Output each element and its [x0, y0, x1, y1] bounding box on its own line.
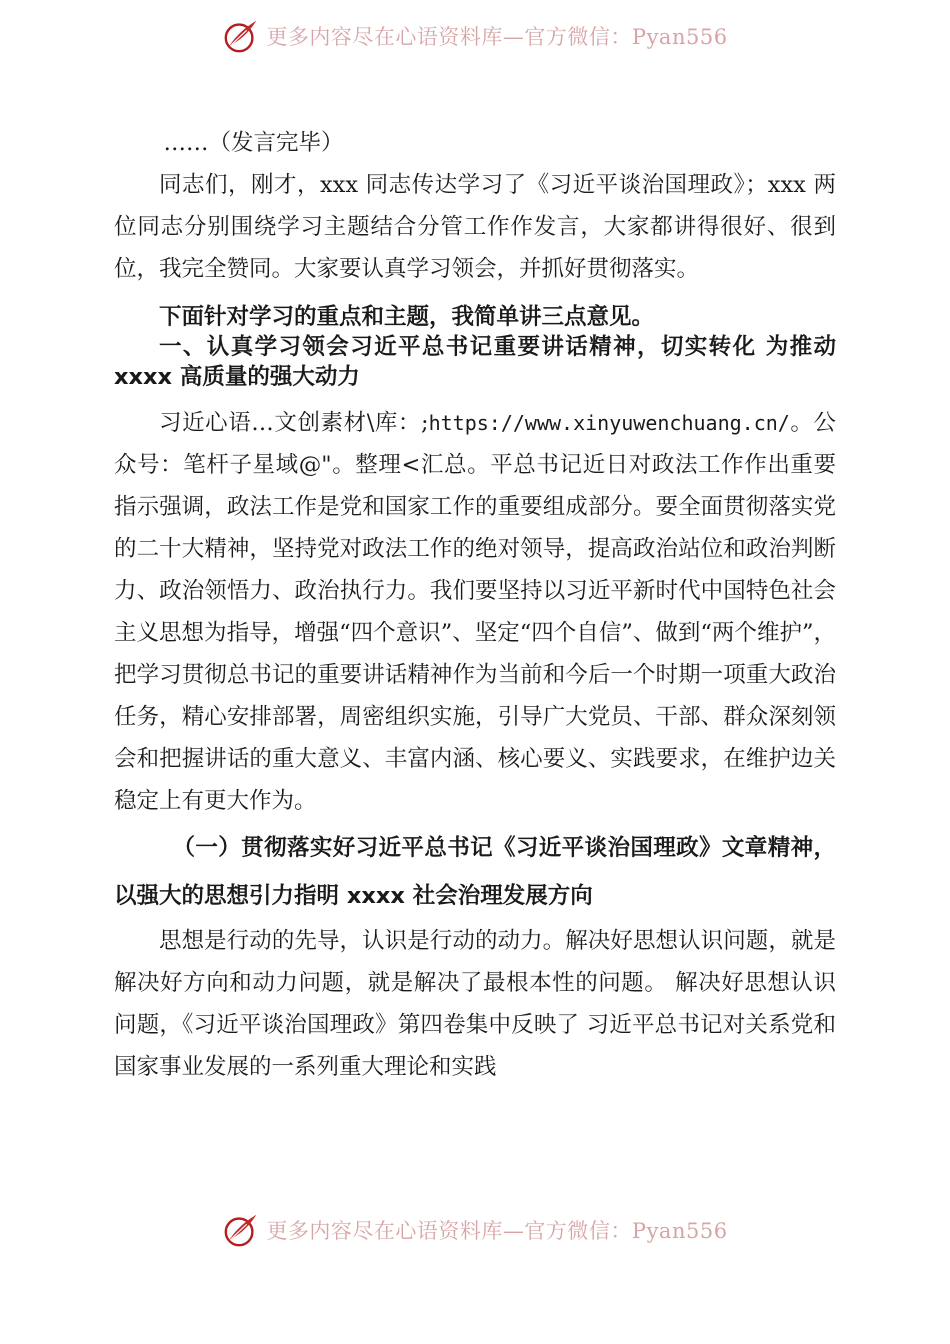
paragraph-intro: 同志们，刚才，xxx 同志传达学习了《习近平谈治国理政》；xxx 两位同志分别围绕学习主题结合分管工作作发言，大家都讲得很好、很到位，我完全赞同。大家要认真学习领会，并抓好贯彻落实。	[114, 172, 836, 282]
feather-logo-icon	[222, 1211, 260, 1249]
feather-logo-icon	[222, 17, 260, 55]
paragraph-body-1	[114, 402, 836, 822]
subsection-heading-1: （一）贯彻落实好习近平总书记《习近平谈治国理政》文章精神，以强大的思想引力指明 xxxx 社会治理发展方向	[114, 835, 836, 909]
footer-watermark-banner	[0, 1210, 950, 1250]
paragraph-prefix: 习近心语…文创素材\库：;	[159, 410, 429, 436]
paragraph-rest: 。公众号：笔杆子星域@"。整理<汇总。平总书记近日对政法工作作出重要指示强调，政法工作是党和国家工作的重要组成部分。要全面贯彻落实党的二十大精神，坚持党对政法工作的绝对领导，提高政治站位和政治判断力、政治领悟力、政治执行力。我们要坚持以习近平新时代中国特色社会主义思想为指导，增强“四个意识”、坚定“四个自信”、做到“两个维护”，把学习贯彻总书记的重要讲话精神作为当前和今后一个时期一项重大政治任务，精心安排部署，周密组织实施，引导广大党员、干部、群众深刻领会和把握讲话的重大意义、丰富内涵、核心要义、实践要求，在维护边关稳定上有更大作为。	[114, 410, 836, 814]
lead-sentence: 下面针对学习的重点和主题，我简单讲三点意见。	[159, 304, 655, 330]
watermark-text: 更多内容尽在心语资料库—官方微信：Pyan556	[266, 1219, 728, 1243]
section-heading-1: 一、认真学习领会习近平总书记重要讲话精神，切实转化 为推动 xxxx 高质量的强大动力	[114, 334, 836, 390]
document-body	[114, 122, 836, 1088]
header-watermark-banner	[0, 16, 950, 56]
closing-remark: ……（发言完毕）	[163, 130, 344, 156]
watermark-text: 更多内容尽在心语资料库—官方微信：Pyan556	[266, 25, 728, 49]
source-url: https://www.xinyuwenchuang.cn/	[428, 411, 790, 435]
paragraph-body-2: 思想是行动的先导，认识是行动的动力。解决好思想认识问题，就是解决好方向和动力问题，就是解决了最根本性的问题。 解决好思想认识问题，《习近平谈治国理政》第四卷集中反映了 习近平总书记对关系党和国家事业发展的一系列重大理论和实践	[114, 928, 836, 1080]
